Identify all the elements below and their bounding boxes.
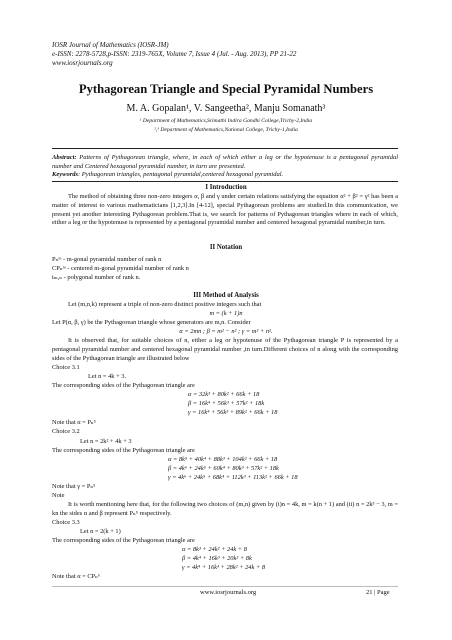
choice-3-3-alpha: α = 8k³ + 24k² + 24k + 8 xyxy=(182,546,247,553)
keywords-label: Keywords xyxy=(52,171,78,179)
journal-header xyxy=(52,41,296,68)
abstract-label: Abstract: xyxy=(52,154,77,161)
keywords-text: : Pythagorean triangles, pentagonal pyramidal,centered hexagonal pyramidal. xyxy=(78,171,284,179)
heading-introduction: I Introduction xyxy=(205,184,247,191)
journal-issn: e-ISSN: 2278-5728,p-ISSN: 2319-765X, Volume 7, Issue 4 (Jul. - Aug. 2013), PP 21-22 xyxy=(52,50,297,58)
choice-3-2-label: Choice 3.2 xyxy=(52,428,80,435)
paper-authors: M. A. Gopalan¹, V. Sangeetha², Manju Somanath³ xyxy=(126,103,326,114)
choice-3-2-let: Let n = 2k² + 4k + 3 xyxy=(80,438,132,445)
choice-3-1-gamma: γ = 16k⁴ + 56k³ + 89k² + 66k + 18 xyxy=(188,409,278,416)
generator-equation: α = 2mn ; β = m² − n² ; γ = m² + n². xyxy=(179,328,273,335)
choice-3-2-beta: β = 4k⁶ + 24k⁵ + 60k⁴ + 80k³ + 57k² + 18k xyxy=(168,465,279,472)
choice-3-3-label: Choice 3.3 xyxy=(52,519,80,526)
choice-3-2-note2-text: It is worth mentioning here that, for the following two choices of (m,n) given by (i)n = 4k, m = k(n + 1) and (ii) n = 2k³ − 3, m = kn the sides α and β represent Pₙ⁵ respectively. xyxy=(52,501,398,517)
choice-3-2-sides-text: The corresponding sides of the Pythagorean triangle are xyxy=(52,447,195,454)
choice-3-2-note: Note that γ = Pₙ⁵ xyxy=(52,483,96,490)
choice-3-1-alpha: α = 32k³ + 80k² + 66k + 18 xyxy=(188,391,260,398)
footer-page-number: 21 | Page xyxy=(366,589,390,596)
abstract-text: Patterns of Pythagorean triangle, where, in each of which either a leg or the hypotenuse is a pentagonal pyramidal number and Centered hexagonal pyramidal number, in turn are presented. xyxy=(52,154,398,170)
choice-3-2-gamma: γ = 4k⁶ + 24k⁵ + 68k⁴ + 112k³ + 113k² + 66k + 18 xyxy=(168,474,298,481)
method-intro: Let (m,n,k) represent a triple of non-zero distinct positive integers such that xyxy=(68,301,262,308)
choice-3-1-let: Let n = 4k + 3. xyxy=(88,373,127,380)
notation-2: CPₙᵐ - centered m-gonal pyramidal number of rank n xyxy=(52,265,189,272)
notation-1: Pₙᵐ - m-gonal pyramidal number of rank n xyxy=(52,256,162,263)
affiliation-1: ¹ Department of Mathematics,Srimathi Indira Gandhi College,Trichy-2,India xyxy=(139,118,313,124)
choice-3-2-alpha: α = 8k⁵ + 40k⁴ + 88k³ + 104k² + 66k + 18 xyxy=(168,456,278,463)
abstract-block xyxy=(52,154,398,180)
equation-m: m = (k + 1)n xyxy=(209,310,243,317)
affiliation-2: ²,³ Department of Mathematics,National College, Trichy-1,India xyxy=(154,127,298,133)
introduction-paragraph: The method of obtaining three non-zero integers α, β and γ under certain relations satisfying the equation α² + β² = γ² has been a matter of interest to various mathematicians [1,2,3].In [4-12], special Pythagorean problems are studied.In this communication, we present yet another interesting Pythagorean problem.That is, we search for patterns of Pythagorean triangles where in each of which, either a leg or the hypotenuse is represented by a pentagonal pyramidal number and centered hexagonal pyramidal number,in turn. xyxy=(52,193,398,227)
choice-3-2-note2-label: Note xyxy=(52,492,65,499)
choice-3-1-beta: β = 16k⁴ + 56k³ + 57k² + 18k xyxy=(188,400,265,407)
notation-3: tₘ,ₙ - polygonal number of rank n. xyxy=(52,274,141,281)
choice-3-3-gamma: γ = 4k⁴ + 16k³ + 28k² + 24k + 8 xyxy=(182,564,266,571)
heading-notation: II Notation xyxy=(209,244,243,251)
choice-3-3-beta: β = 4k⁴ + 16k³ + 20k² + 8k xyxy=(182,555,252,562)
journal-url[interactable]: www.iosrjournals.org xyxy=(52,59,113,67)
footer-url[interactable]: www.iosrjournals.org xyxy=(200,589,257,596)
observation-paragraph: It is observed that, for suitable choices of n, either a leg or hypotenuse of the Pythagorean triangle P is represented by a pentagonal pyramidal number and centered hexagonal pyramidal number ,in turn.Different choices of n along with the corresponding sides of the Pythagorean triangle are illustrated below xyxy=(52,337,398,362)
footer-rule xyxy=(52,586,398,587)
abstract-bottom-rule xyxy=(52,181,398,182)
abstract-top-rule xyxy=(52,148,398,149)
choice-3-1-sides-text: The corresponding sides of the Pythagorean triangle are xyxy=(52,382,195,389)
choice-3-1-label: Choice 3.1 xyxy=(52,364,80,371)
generator-text: Let P(α, β, γ) be the Pythagorean triangle whose generators are m,n. Consider xyxy=(52,319,251,326)
choice-3-3-sides-text: The corresponding sides of the Pythagorean triangle are xyxy=(52,537,195,544)
choice-3-3-note: Note that α = CPₙ⁶ xyxy=(52,573,101,580)
choice-3-3-let: Let n = 2(k + 1) xyxy=(80,528,121,535)
heading-method: III Method of Analysis xyxy=(193,292,259,299)
choice-3-1-note: Note that α = Pₙ⁵ xyxy=(52,419,96,426)
journal-name: IOSR Journal of Mathematics (IOSR-JM) xyxy=(52,41,169,49)
paper-title: Pythagorean Triangle and Special Pyramidal Numbers xyxy=(78,82,374,96)
